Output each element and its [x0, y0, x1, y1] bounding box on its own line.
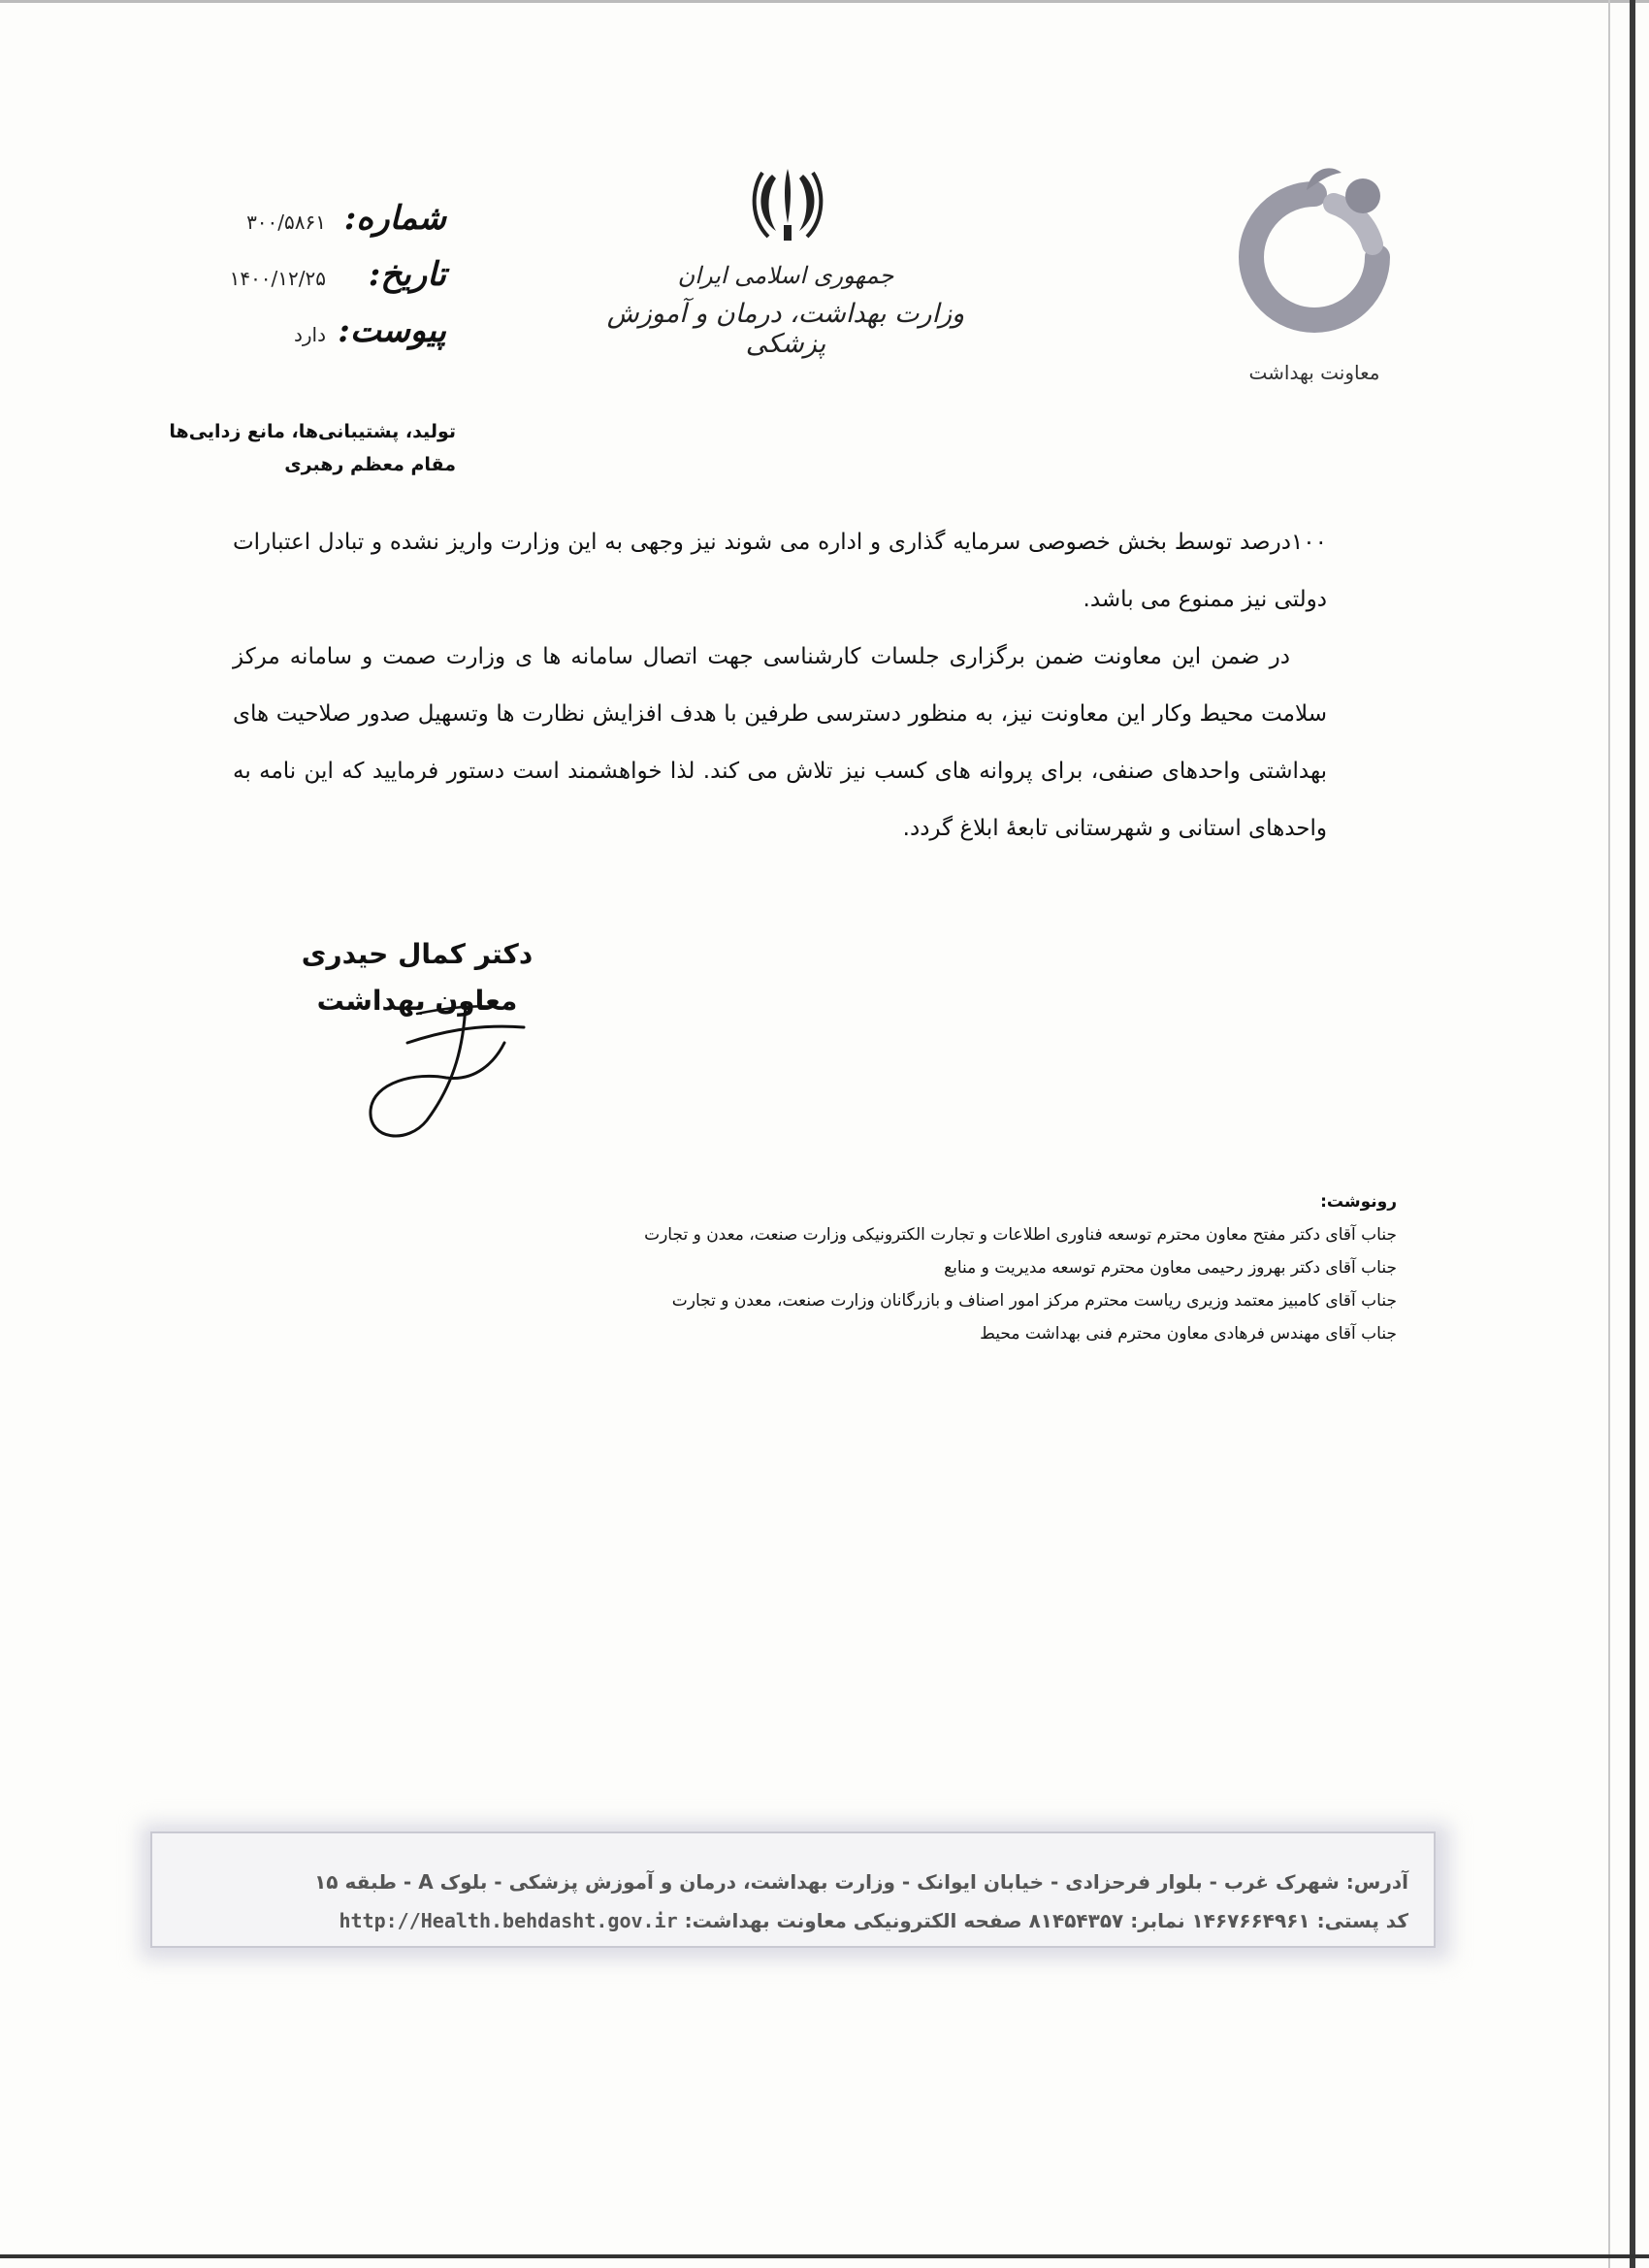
- date-row: [194, 255, 446, 311]
- cc-item: جناب آقای دکتر مفتح معاون محترم توسعه فناوری اطلاعات و تجارت الکترونیکی وزارت صنعت، معدن و تجارت: [644, 1225, 1397, 1245]
- cc-item: جناب آقای مهندس فرهادی معاون محترم فنی بهداشت محیط: [980, 1324, 1397, 1344]
- letter-meta: [194, 199, 446, 368]
- scan-edge-right-inner: [1608, 0, 1610, 2268]
- footer-url: http://Health.behdasht.gov.ir: [339, 1909, 678, 1932]
- signatory-name: دکتر کمال حیدری: [301, 938, 534, 970]
- body-paragraph-2: در ضمن این معاونت ضمن برگزاری جلسات کارشناسی جهت اتصال سامانه ها ی وزارت صمت و سامانه مرکز سلامت محیط وکار این معاونت نیز، به منظور دسترسی طرفین با هدف افزایش نظارت ها وتسهیل صدور صلاحیت های بهداشتی واحدهای صنفی، برای پروانه های کسب نیز تلاش می کند. لذا خواهشمند است دستور فرمایید که این نامه به واحدهای استانی و شهرستانی تابعهٔ ابلاغ گردد.: [233, 644, 1327, 841]
- slogan-line-2: مقام معظم رهبری: [284, 454, 456, 475]
- attachment-label: پیوست:: [338, 311, 446, 350]
- footer-contact-line: [178, 1901, 1408, 1940]
- attachment-row: [194, 311, 446, 368]
- health-deputy-logo-icon: [1217, 155, 1411, 349]
- cc-list: [582, 1185, 1397, 1350]
- ministry-header: [582, 262, 989, 359]
- signatory-title: معاون بهداشت: [316, 985, 518, 1017]
- attachment-value: دارد: [293, 323, 326, 346]
- scan-edge-top: [0, 0, 1649, 3]
- cc-item: جناب آقای کامبیز معتمد وزیری ریاست محترم مرکز امور اصناف و بازرگانان وزارت صنعت، معدن و تجارت: [671, 1291, 1397, 1311]
- gov-line-1: جمهوری اسلامی ایران: [677, 262, 894, 289]
- footer-contact: کد پستی: ۱۴۶۷۶۶۴۹۶۱ نمابر: ۸۱۴۵۴۳۵۷ صفحه الکترونیکی معاونت بهداشت:: [684, 1909, 1408, 1932]
- scan-edge-right: [1630, 0, 1635, 2268]
- scan-edge-bottom: [0, 2254, 1649, 2258]
- date-value: ۱۴۰۰/۱۲/۲۵: [229, 267, 326, 290]
- gov-line-2: وزارت بهداشت، درمان و آموزش پزشکی: [606, 299, 965, 359]
- footer-address-box: [150, 1831, 1436, 1948]
- cc-title: رونوشت:: [1320, 1192, 1397, 1212]
- cc-item: جناب آقای دکتر بهروز رحیمی معاون محترم توسعه مدیریت و منابع: [944, 1258, 1397, 1278]
- number-label: شماره:: [343, 199, 446, 238]
- number-row: [194, 199, 446, 255]
- date-label: تاریخ:: [368, 255, 446, 294]
- footer-address: آدرس: شهرک غرب - بلوار فرحزادی - خیابان ایوانک - وزارت بهداشت، درمان و آموزش پزشکی - بلوک A - طبقه ۱۵: [314, 1870, 1408, 1894]
- letter-body: [233, 514, 1327, 858]
- body-paragraph-1: ۱۰۰درصد توسط بخش خصوصی سرمایه گذاری و اداره می شوند نیز وجهی به این وزارت واریز نشده و تبادل اعتبارات دولتی نیز ممنوع می باشد.: [233, 530, 1327, 612]
- slogan: [146, 415, 456, 481]
- number-value: ۳۰۰/۵۸۶۱: [246, 211, 326, 234]
- iran-emblem-icon: [749, 163, 826, 244]
- logo-caption: معاونت بهداشت: [1248, 361, 1380, 384]
- slogan-line-1: تولید، پشتیبانی‌ها، مانع زدایی‌ها: [169, 421, 456, 442]
- signature-icon: [349, 985, 534, 1150]
